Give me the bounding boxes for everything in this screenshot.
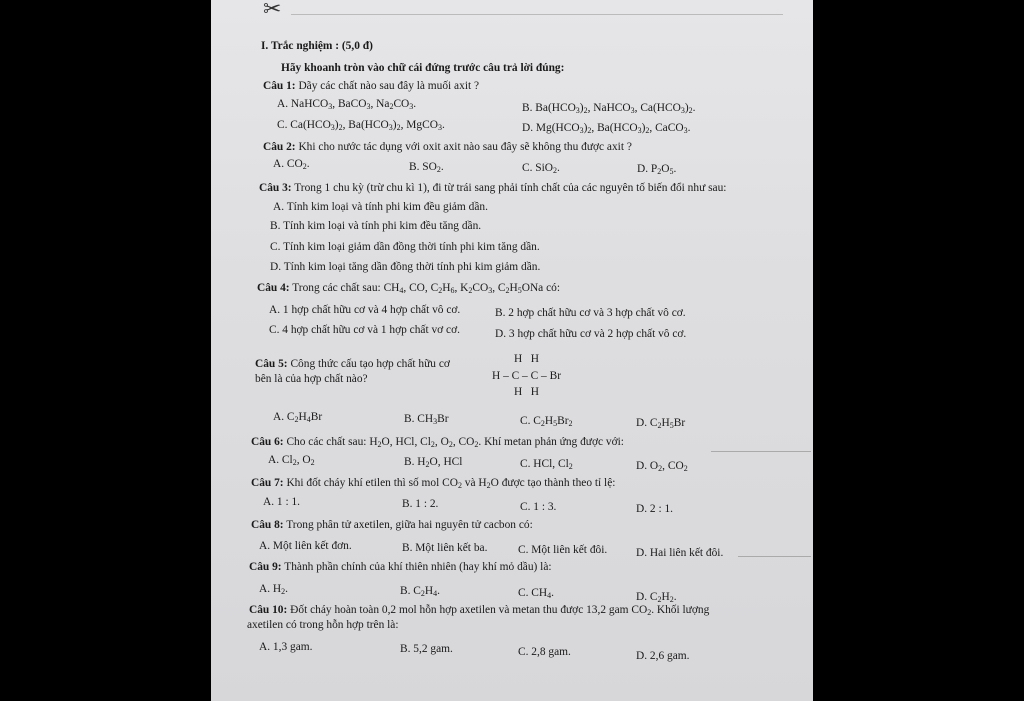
q2-option-a[interactable]: A. $CO_2$. [273, 158, 310, 171]
q1-option-c[interactable]: C. $Ca(HCO_3)_2$, $Ba(HCO_3)_2$, MgCO$_3$. [277, 119, 445, 132]
question-3-stem: Câu 3: Trong 1 chu kỳ (trừ chu kì 1), đi từ trái sang phải tính chất của các nguyên tố biến đổi như sau: [259, 182, 727, 194]
question-10-stem: Câu 10: Đốt cháy hoàn toàn 0,2 mol hỗn hợp axetilen và metan thu được 13,2 gam $CO_2$. Khối lượng [249, 604, 710, 617]
q2-option-b[interactable]: B. $SO_2$. [409, 161, 444, 174]
q7-option-c[interactable]: C. 1 : 3. [520, 501, 557, 513]
question-6-stem: Câu 6: Cho các chất sau: $H_2O$, HCl, $Cl_2$, $O_2$, $CO_2$. Khí metan phản ứng được với: [251, 436, 624, 449]
q6-option-d[interactable]: D. $O_2$, $CO_2$ [636, 460, 688, 473]
section-title: I. Trắc nghiệm : (5,0 đ) [261, 40, 373, 52]
cut-line [291, 14, 783, 15]
q6-option-c[interactable]: C. HCl, $Cl_2$ [520, 458, 573, 471]
question-10-stem-cont: axetilen có trong hỗn hợp trên là: [247, 619, 399, 631]
q9-option-c[interactable]: C. $CH_4$. [518, 587, 554, 600]
q10-option-a[interactable]: A. 1,3 gam. [259, 641, 313, 653]
exam-paper [211, 0, 813, 701]
question-9-stem: Câu 9: Thành phần chính của khí thiên nhiên (hay khí mỏ dầu) là: [249, 561, 552, 573]
q9-option-d[interactable]: D. $C_2H_2$. [636, 591, 677, 604]
q4-option-d[interactable]: D. 3 hợp chất hữu cơ và 2 hợp chất vô cơ. [495, 328, 687, 340]
instruction: Hãy khoanh tròn vào chữ cái đứng trước câu trả lời đúng: [281, 62, 565, 74]
q1-option-b[interactable]: B. $Ba(HCO_3)_2$, NaHCO$_3$, $Ca(HCO_3)_2$. [522, 102, 696, 115]
q4-option-c[interactable]: C. 4 hợp chất hữu cơ và 1 hợp chất vơ cơ. [269, 324, 460, 336]
stray-line [738, 556, 811, 557]
q8-option-d[interactable]: D. Hai liên kết đôi. [636, 547, 724, 559]
q1-option-a[interactable]: A. NaHCO$_3$, BaCO$_3$, $Na_2CO_3$. [277, 98, 417, 111]
question-5-stem: Câu 5: Công thức cấu tạo hợp chất hữu cơ [255, 358, 450, 370]
question-8-stem: Câu 8: Trong phân tử axetilen, giữa hai nguyên tử cacbon có: [251, 519, 533, 531]
q7-option-a[interactable]: A. 1 : 1. [263, 496, 301, 508]
structural-formula-bottom: H H [514, 386, 539, 398]
structural-formula-top: H H [514, 353, 539, 365]
q5-option-d[interactable]: D. $C_2H_5Br$ [636, 417, 686, 430]
q5-option-c[interactable]: C. $C_2H_5Br_2$ [520, 415, 573, 428]
question-2-stem: Câu 2: Khi cho nước tác dụng với oxit axit nào sau đây sẽ không thu được axit ? [263, 141, 632, 153]
q6-option-b[interactable]: B. $H_2O$, HCl [404, 456, 463, 469]
structural-formula-main: H – C – C – Br [492, 370, 561, 382]
question-1-stem: Câu 1: Dãy các chất nào sau đây là muối axit ? [263, 80, 480, 92]
q6-option-a[interactable]: A. $Cl_2$, $O_2$ [268, 454, 315, 467]
q9-option-a[interactable]: A. $H_2$. [259, 583, 289, 596]
q4-option-a[interactable]: A. 1 hợp chất hữu cơ và 4 hợp chất vô cơ. [269, 304, 461, 316]
q3-option-d[interactable]: D. Tính kim loại tăng dần đồng thời tính phi kim giảm dần. [270, 261, 541, 273]
q3-option-b[interactable]: B. Tính kim loại và tính phi kim đều tăng dần. [270, 220, 482, 232]
q2-option-d[interactable]: D. $P_2O_5$. [637, 163, 677, 176]
q1-option-d[interactable]: D. $Mg(HCO_3)_2$, $Ba(HCO_3)_2$, CaCO$_3$. [522, 122, 691, 135]
q2-option-c[interactable]: C. SiO$_2$. [522, 162, 560, 175]
q3-option-a[interactable]: A. Tính kim loại và tính phi kim đều giảm dần. [273, 201, 488, 213]
question-4-stem: Câu 4: Trong các chất sau: $CH_4$, CO, $C_2H_6$, $K_2CO_3$, $C_2H_5ONa$ có: [257, 282, 560, 295]
q7-option-d[interactable]: D. 2 : 1. [636, 503, 674, 515]
q10-option-d[interactable]: D. 2,6 gam. [636, 650, 690, 662]
q5-option-b[interactable]: B. $CH_3Br$ [404, 413, 449, 426]
q5-option-a[interactable]: A. $C_2H_4Br$ [273, 411, 323, 424]
q4-option-b[interactable]: B. 2 hợp chất hữu cơ và 3 hợp chất vô cơ. [495, 307, 686, 319]
question-5-stem-cont: bên là của hợp chất nào? [255, 373, 368, 385]
q8-option-b[interactable]: B. Một liên kết ba. [402, 542, 488, 554]
scissors-icon: ✂ [263, 0, 282, 21]
q10-option-c[interactable]: C. 2,8 gam. [518, 646, 571, 658]
q8-option-a[interactable]: A. Một liên kết đơn. [259, 540, 352, 552]
q9-option-b[interactable]: B. $C_2H_4$. [400, 585, 440, 598]
q3-option-c[interactable]: C. Tính kim loại giảm dần đồng thời tính phi kim tăng dần. [270, 241, 540, 253]
q8-option-c[interactable]: C. Một liên kết đôi. [518, 544, 608, 556]
q10-option-b[interactable]: B. 5,2 gam. [400, 643, 453, 655]
stray-line [711, 451, 811, 452]
q7-option-b[interactable]: B. 1 : 2. [402, 498, 439, 510]
question-7-stem: Câu 7: Khi đốt cháy khí etilen thì số mol $CO_2$ và $H_2O$ được tạo thành theo tỉ lệ: [251, 477, 616, 490]
